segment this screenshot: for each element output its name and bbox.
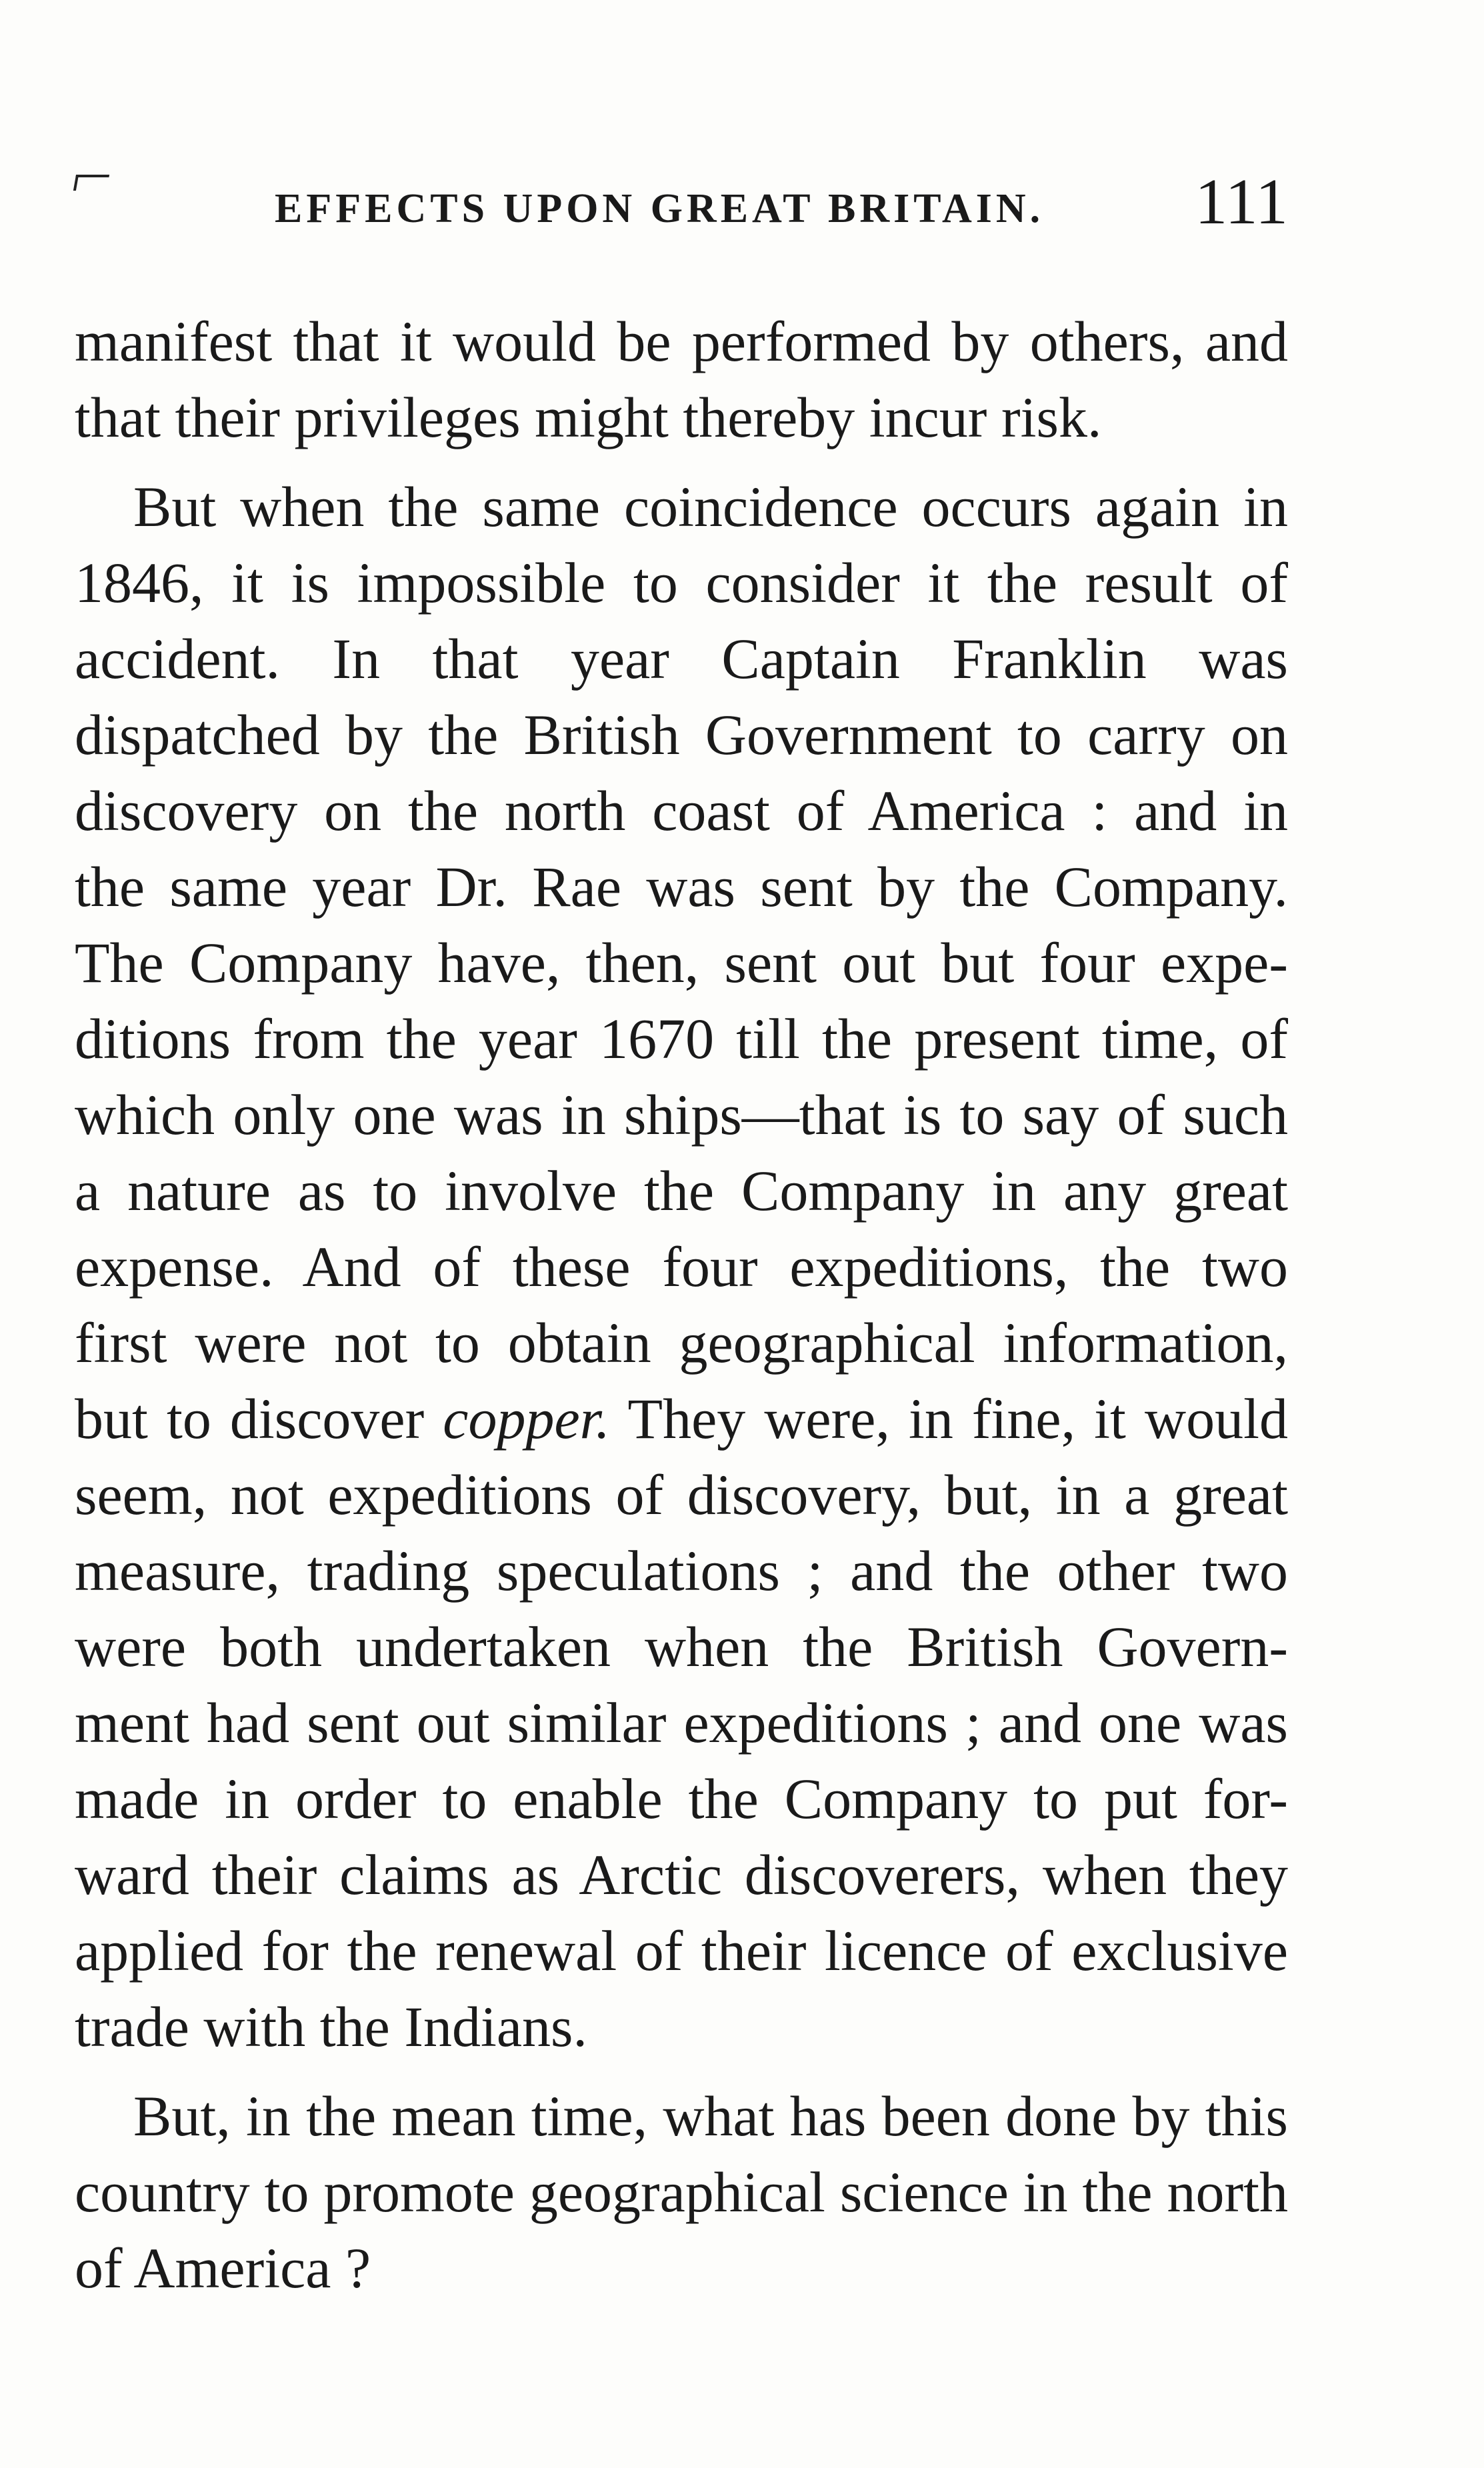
text-line: accident. In that year Captain Franklin was	[75, 627, 1288, 691]
text-run: but to discover	[75, 1387, 443, 1451]
text-line: The Company have, then, sent out but four expe-	[75, 931, 1288, 995]
page-number: 111	[1195, 166, 1288, 238]
text-line: applied for the renewal of their licence of exclusive	[75, 1919, 1288, 1983]
text-line: ditions from the year 1670 till the present time, of	[75, 1007, 1288, 1071]
running-head: EFFECTS UPON GREAT BRITAIN.	[275, 186, 1045, 231]
text-line: of America ?	[75, 2236, 371, 2300]
text-line: a nature as to involve the Company in any great	[75, 1159, 1288, 1223]
text-line: discovery on the north coast of America : and in	[75, 779, 1288, 843]
text-line: that their privileges might thereby incur risk.	[75, 385, 1102, 449]
text-line-with-italic	[75, 1381, 1288, 1457]
paragraph-question	[75, 2078, 1288, 2306]
page-header	[275, 165, 1288, 239]
text-line: ment had sent out similar expeditions ; and one was	[75, 1691, 1288, 1755]
paragraph-expeditions	[75, 469, 1288, 2065]
text-line: were both undertaken when the British Govern-	[75, 1615, 1288, 1679]
text-line: the same year Dr. Rae was sent by the Company.	[75, 855, 1288, 919]
printer-corner-mark	[73, 175, 109, 191]
text-line: manifest that it would be performed by others, and	[75, 309, 1288, 373]
text-line: first were not to obtain geographical information,	[75, 1311, 1288, 1375]
italic-word-copper: copper.	[443, 1387, 611, 1451]
text-line: country to promote geographical science in the north	[75, 2160, 1288, 2224]
text-run: They were, in fine, it would	[610, 1387, 1288, 1451]
text-line: ward their claims as Arctic discoverers, when they	[75, 1843, 1288, 1907]
text-line: seem, not expeditions of discovery, but, in a great	[75, 1463, 1288, 1527]
text-line: trade with the Indians.	[75, 1995, 588, 2059]
text-line: dispatched by the British Government to carry on	[75, 703, 1288, 767]
text-line: 1846, it is impossible to consider it the result of	[75, 551, 1288, 615]
text-line: But when the same coincidence occurs again in	[133, 475, 1288, 539]
text-line: measure, trading speculations ; and the other two	[75, 1539, 1288, 1603]
text-line: which only one was in ships—that is to say of such	[75, 1083, 1288, 1147]
body-text	[75, 303, 1288, 2306]
text-line: expense. And of these four expeditions, the two	[75, 1235, 1288, 1299]
text-line: But, in the mean time, what has been done by this	[133, 2084, 1288, 2148]
text-line: made in order to enable the Company to put for-	[75, 1767, 1288, 1831]
paragraph-continuation	[75, 303, 1288, 455]
